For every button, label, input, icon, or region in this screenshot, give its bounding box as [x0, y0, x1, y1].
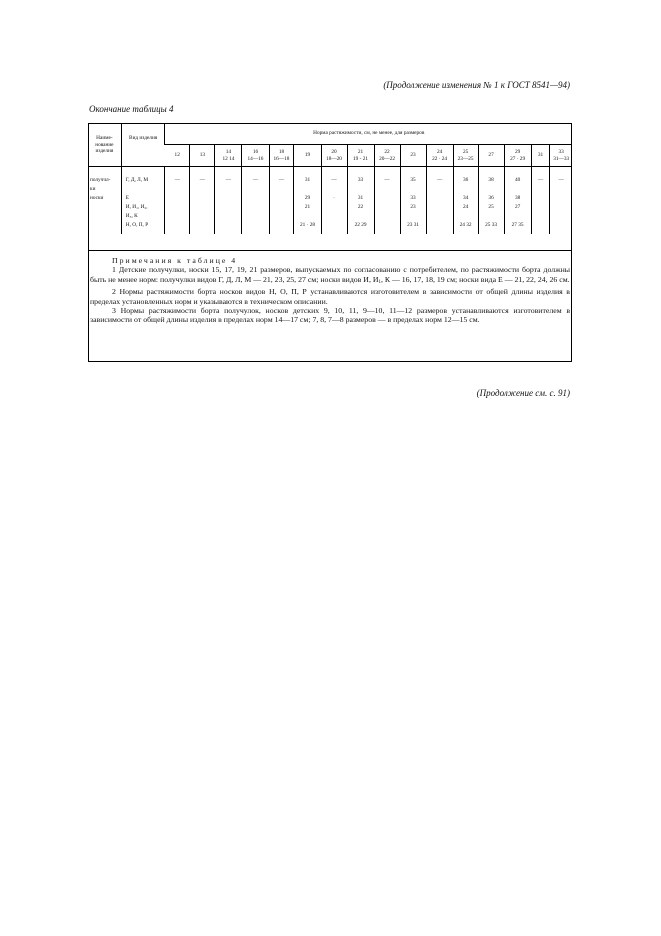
- norm-value-cell: [453, 212, 478, 221]
- norm-value-cell: [531, 194, 550, 203]
- norm-value-cell: [242, 185, 269, 194]
- norm-value-cell: [242, 212, 269, 221]
- note-1: [90, 265, 570, 287]
- row-product-type: И, И₁, И₂,: [121, 203, 165, 212]
- size-header-bottom: 31—33: [553, 155, 570, 162]
- row-product-name: носки: [90, 195, 104, 201]
- norm-value-cell: 36: [478, 194, 504, 203]
- norm-value-cell: 31: [294, 167, 321, 186]
- row-product-name: получчл-: [90, 177, 111, 183]
- norm-value-cell: [165, 185, 190, 194]
- norm-value-cell: [347, 185, 374, 194]
- norm-value-cell: 25 33: [478, 221, 504, 234]
- norm-value-cell: 27 35: [504, 221, 531, 234]
- table-row: [88, 194, 572, 203]
- norm-value-cell: —: [242, 167, 269, 186]
- size-header-top: 18: [278, 148, 285, 155]
- norm-value-cell: [294, 185, 321, 194]
- norm-value-cell: [321, 203, 347, 212]
- size-header-bottom: 18—20: [326, 155, 342, 162]
- table-row: [88, 167, 572, 186]
- row-product-type: Н, О, П, Р: [121, 221, 165, 234]
- size-header-top: 25: [462, 148, 469, 155]
- norm-value-cell: 25: [478, 203, 504, 212]
- norm-value-cell: [531, 212, 550, 221]
- norm-value-cell: [374, 203, 400, 212]
- size-header: [400, 145, 426, 167]
- norm-value-cell: 22 29: [347, 221, 374, 234]
- norm-value-cell: [321, 221, 347, 234]
- norm-value-cell: 35: [400, 167, 426, 186]
- norm-value-cell: ·: [321, 194, 347, 203]
- norm-value-cell: 24 32: [453, 221, 478, 234]
- norm-value-cell: [550, 185, 572, 194]
- size-header-bottom: 16—18: [273, 155, 290, 162]
- size-header: [242, 145, 269, 167]
- norm-value-cell: [215, 212, 242, 221]
- norm-value-cell: [550, 221, 572, 234]
- table-row: [88, 185, 572, 194]
- norm-value-cell: 33: [347, 167, 374, 186]
- norm-value-cell: [165, 212, 190, 221]
- size-header-top: 29: [514, 148, 521, 155]
- size-header: [374, 145, 400, 167]
- norm-value-cell: [504, 212, 531, 221]
- size-header: [321, 145, 347, 167]
- size-header-top: 20: [331, 148, 337, 155]
- norm-value-cell: —: [426, 167, 453, 186]
- norm-value-cell: —: [531, 167, 550, 186]
- norm-value-cell: [531, 221, 550, 234]
- size-header: [215, 145, 242, 167]
- note-1-text-b: , К — 16, 17, 18, 19 см; носки вида Е — 21, 22, 24, 26 см.: [380, 274, 570, 284]
- size-header-top: 22: [384, 148, 390, 155]
- norm-value-cell: [347, 212, 374, 221]
- norm-value-cell: [400, 185, 426, 194]
- norm-value-cell: [531, 185, 550, 194]
- norm-value-cell: [550, 212, 572, 221]
- norm-value-cell: —: [215, 167, 242, 186]
- norm-value-cell: [165, 194, 190, 203]
- norm-value-cell: [165, 221, 190, 234]
- norm-value-cell: [190, 221, 215, 234]
- norm-value-cell: [215, 203, 242, 212]
- norm-value-cell: [190, 194, 215, 203]
- size-header-top: 14: [225, 148, 232, 155]
- norm-value-cell: [269, 203, 294, 212]
- row-product-name: [88, 203, 121, 212]
- size-header-top: 12: [174, 152, 180, 159]
- norm-value-cell: [294, 212, 321, 221]
- norm-value-cell: [426, 185, 453, 194]
- continuation-footer: (Продолжение см. с. 91): [476, 388, 570, 398]
- size-header: [504, 145, 531, 167]
- norm-value-cell: [242, 221, 269, 234]
- norm-value-cell: [269, 194, 294, 203]
- size-header-top: 19: [304, 152, 311, 159]
- table-notes: [88, 250, 572, 325]
- norm-value-cell: [478, 185, 504, 194]
- size-header: [294, 145, 321, 167]
- table-row: [88, 221, 572, 234]
- norm-value-cell: 33: [400, 194, 426, 203]
- row-product-type: Г, Д, Л, М: [121, 167, 165, 186]
- norm-value-cell: —: [269, 167, 294, 186]
- norm-value-cell: 21: [294, 203, 321, 212]
- norm-value-cell: —: [550, 167, 572, 186]
- norm-value-cell: 38: [504, 194, 531, 203]
- norm-value-cell: [165, 203, 190, 212]
- norm-value-cell: [478, 212, 504, 221]
- norm-value-cell: [190, 203, 215, 212]
- table-row: [88, 212, 572, 221]
- norm-value-cell: —: [190, 167, 215, 186]
- norm-value-cell: [374, 221, 400, 234]
- norms-header: Норма растяжимости, см, не менее, для размеров: [165, 123, 572, 145]
- size-header-bottom: 27 · 29: [510, 155, 526, 162]
- norm-value-cell: —: [165, 167, 190, 186]
- size-header-bottom: 22 · 24: [432, 155, 448, 162]
- row-product-type: [121, 185, 165, 194]
- column-header-name: Наиме-нование изделия: [88, 123, 121, 167]
- size-header-top: 21: [357, 148, 364, 155]
- norm-value-cell: [215, 221, 242, 234]
- norm-value-cell: 23: [400, 203, 426, 212]
- norm-value-cell: [242, 194, 269, 203]
- size-header-bottom: 14—16: [247, 155, 264, 162]
- norm-value-cell: [426, 221, 453, 234]
- norm-value-cell: [215, 185, 242, 194]
- norm-value-cell: 40: [504, 167, 531, 186]
- norm-value-cell: [504, 185, 531, 194]
- norm-value-cell: —: [374, 167, 400, 186]
- norm-value-cell: [190, 185, 215, 194]
- size-header-bottom: 23—25: [457, 155, 474, 162]
- size-header: [531, 145, 550, 167]
- norm-value-cell: [374, 194, 400, 203]
- norm-value-cell: [321, 212, 347, 221]
- norm-value-cell: [242, 203, 269, 212]
- size-header: [550, 145, 572, 167]
- row-product-name: [88, 221, 121, 234]
- row-product-name: [88, 212, 121, 221]
- size-header: [190, 145, 215, 167]
- norm-value-cell: [550, 203, 572, 212]
- table-row: [88, 203, 572, 212]
- size-header: [347, 145, 374, 167]
- notes-title: Примечания к таблице 4: [112, 256, 238, 265]
- norms-table: [88, 123, 572, 234]
- size-header-top: 24: [436, 148, 443, 155]
- note-1-text-a: 1 Детские получулки, носки 15, 17, 19, 21 размеров, выпускаемых по согласованию с потребителем, по растяжимости борта должны быть не менее норм: получулки видов Г, Д, Л, М — 21, 23, 25, 27 см; носки видов И, И: [90, 265, 570, 284]
- norm-value-cell: [426, 194, 453, 203]
- norm-value-cell: [269, 185, 294, 194]
- size-header-bottom: 19 - 21: [353, 155, 369, 162]
- norm-value-cell: [269, 212, 294, 221]
- norm-value-cell: [550, 194, 572, 203]
- size-header-bottom: 12 14: [222, 155, 235, 162]
- size-header: [478, 145, 504, 167]
- norm-value-cell: [453, 185, 478, 194]
- size-header: [165, 145, 190, 167]
- norm-value-cell: 22: [347, 203, 374, 212]
- size-header-top: 13: [199, 152, 206, 159]
- norm-value-cell: 36: [453, 167, 478, 186]
- size-header: [269, 145, 294, 167]
- norm-value-cell: 38: [478, 167, 504, 186]
- norm-value-cell: [531, 203, 550, 212]
- norm-value-cell: [215, 194, 242, 203]
- size-header-bottom: 20—22: [379, 155, 395, 162]
- column-header-type: Вид изделия: [121, 123, 165, 167]
- norm-value-cell: [400, 212, 426, 221]
- norm-value-cell: [374, 212, 400, 221]
- size-header-top: 31: [537, 152, 544, 159]
- row-product-type: Е: [121, 194, 165, 203]
- note-2: 2 Нормы растяжимости борта носков видов Н, О, П, Р устанавливаются изготовителем в зависимости от общей длины изделия в пределах установленных норм и указываются в техническом описании.: [90, 287, 570, 306]
- norm-value-cell: 34: [453, 194, 478, 203]
- norm-value-cell: [426, 212, 453, 221]
- norm-value-cell: —: [321, 167, 347, 186]
- table-caption: Окончание таблицы 4: [89, 104, 174, 114]
- continuation-header: (Продолжение изменения № 1 к ГОСТ 8541—94): [383, 80, 570, 90]
- row-product-name: ки: [90, 186, 96, 192]
- norm-value-cell: 27: [504, 203, 531, 212]
- note-3: 3 Нормы растяжимости борта получулок, носков детских 9, 10, 11, 9—10, 11—12 размеров устанавливаются изготовителем в зависимости от общей длины изделия в пределах норм 14—17 см; 7, 8, 7—8 размеров — в пределах норм 12—15 см.: [90, 306, 570, 325]
- size-header-top: 33: [558, 148, 564, 155]
- norm-value-cell: [321, 185, 347, 194]
- size-header: [453, 145, 478, 167]
- norm-value-cell: 29: [294, 194, 321, 203]
- size-header-top: 16: [252, 148, 259, 155]
- norm-value-cell: [190, 212, 215, 221]
- norm-value-cell: [269, 221, 294, 234]
- size-header-top: 23: [410, 152, 416, 159]
- size-header: [426, 145, 453, 167]
- size-header-top: 27: [488, 152, 494, 159]
- norm-value-cell: [374, 185, 400, 194]
- norm-value-cell: 24: [453, 203, 478, 212]
- norm-value-cell: [426, 203, 453, 212]
- row-product-type: И₃, К: [121, 212, 165, 221]
- norm-value-cell: 21 · 28: [294, 221, 321, 234]
- norm-value-cell: 23 31: [400, 221, 426, 234]
- note-1-subscript: 1: [378, 279, 381, 285]
- norm-value-cell: 31: [347, 194, 374, 203]
